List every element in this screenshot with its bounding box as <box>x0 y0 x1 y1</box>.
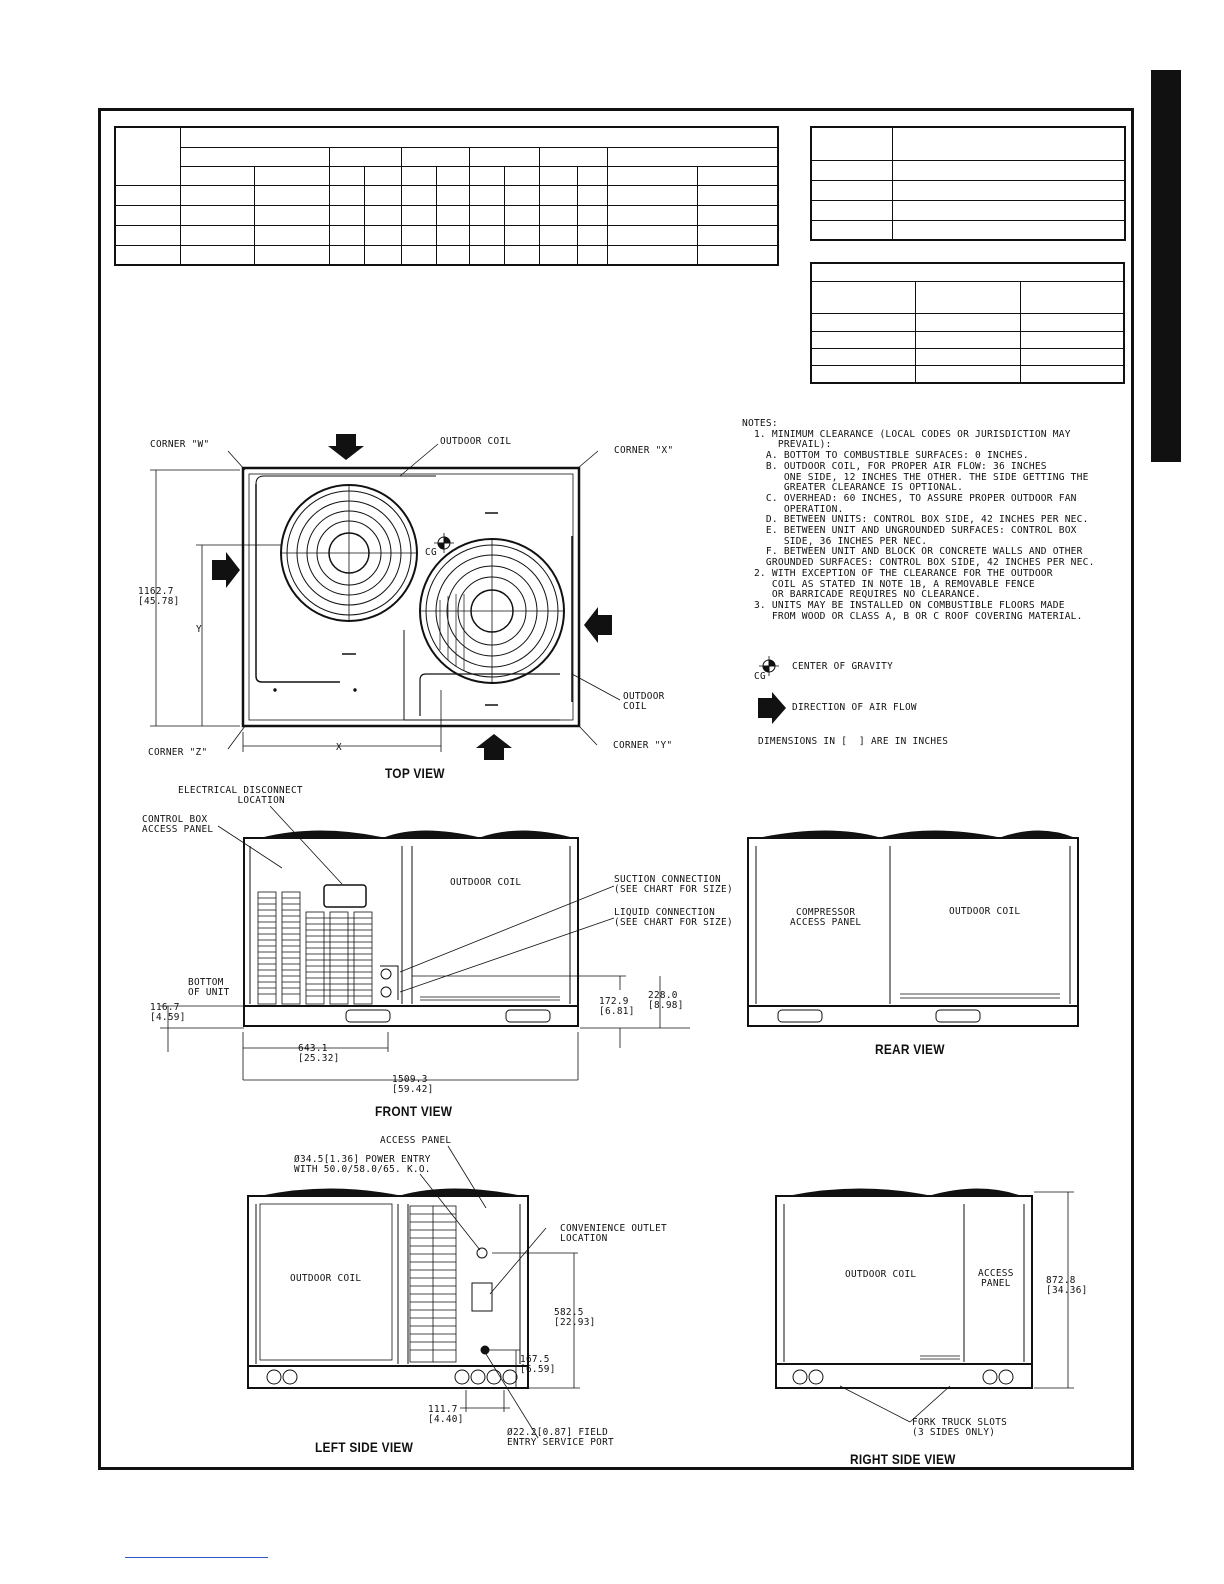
front-outdoor-coil-label: OUTDOOR COIL <box>450 877 522 888</box>
right-access-panel-label: ACCESS PANEL <box>978 1268 1014 1290</box>
front-view-title: FRONT VIEW <box>375 1103 453 1119</box>
rear-view-title: REAR VIEW <box>875 1041 945 1057</box>
dimension-111: 111.7 [4.40] <box>428 1404 464 1426</box>
dimension-643: 643.1 [25.32] <box>298 1043 340 1065</box>
cg-legend-mark: CG <box>754 671 766 682</box>
bottom-of-unit-label: BOTTOM OF UNIT <box>188 977 230 999</box>
top-view-drawing <box>150 434 620 760</box>
cg-marker-icon <box>434 533 454 553</box>
corner-w-label: CORNER "W" <box>150 439 210 450</box>
suction-connection-label: SUCTION CONNECTION (SEE CHART FOR SIZE) <box>614 874 733 896</box>
footer-link-underline <box>125 1557 268 1558</box>
rear-outdoor-coil-label: OUTDOOR COIL <box>949 906 1021 917</box>
dimension-1509: 1509.3 [59.42] <box>392 1074 434 1096</box>
x-dimension: X <box>336 742 342 753</box>
notes-line: C. OVERHEAD: 60 INCHES, TO ASSURE PROPER OUTDOOR FAN <box>742 492 1077 504</box>
notes-line: 1. MINIMUM CLEARANCE (LOCAL CODES OR JURISDICTION MAY <box>742 428 1071 440</box>
fork-truck-label: FORK TRUCK SLOTS (3 SIDES ONLY) <box>912 1417 1008 1439</box>
control-box-label: CONTROL BOX ACCESS PANEL <box>142 814 214 836</box>
notes-line: D. BETWEEN UNITS: CONTROL BOX SIDE, 42 INCHES PER NEC. <box>742 514 1089 526</box>
airflow-arrow-icon <box>476 734 512 760</box>
notes-line: A. BOTTOM TO COMBUSTIBLE SURFACES: 0 INCHES. <box>742 450 1029 462</box>
airflow-legend-label: DIRECTION OF AIR FLOW <box>792 702 917 713</box>
top-view-title: TOP VIEW <box>385 765 445 781</box>
field-entry-label: Ø22.2[0.87] FIELD ENTRY SERVICE PORT <box>507 1427 614 1449</box>
airflow-arrow-icon <box>212 552 240 588</box>
corner-x-label: CORNER "X" <box>614 445 674 456</box>
right-side-view-drawing <box>776 1189 1074 1422</box>
height-dimension: 1162.7 [45.78] <box>138 586 180 608</box>
convenience-outlet-label: CONVENIENCE OUTLET LOCATION <box>560 1223 667 1245</box>
notes-line: 2. WITH EXCEPTION OF THE CLEARANCE FOR THE OUTDOOR <box>742 567 1053 579</box>
dimension-582: 582.5 [22.93] <box>554 1307 596 1329</box>
dimension-228: 228.0 [8.98] <box>648 990 684 1012</box>
condenser-fan-2 <box>420 539 564 683</box>
outdoor-coil-right-label: OUTDOOR COIL <box>623 691 665 713</box>
liquid-connection-label: LIQUID CONNECTION (SEE CHART FOR SIZE) <box>614 907 733 929</box>
airflow-arrow-icon <box>584 607 612 643</box>
dimension-172: 172.9 [6.81] <box>599 996 635 1018</box>
notes-line: OPERATION. <box>742 503 844 515</box>
notes-line: B. OUTDOOR COIL, FOR PROPER AIR FLOW: 36 INCHES <box>742 460 1047 472</box>
dimension-872: 872.8 [34.36] <box>1046 1275 1088 1297</box>
notes-line: SIDE, 36 INCHES PER NEC. <box>742 535 928 547</box>
compressor-panel-label: COMPRESSOR ACCESS PANEL <box>790 907 862 929</box>
notes-line: 3. UNITS MAY BE INSTALLED ON COMBUSTIBLE FLOORS MADE <box>742 599 1065 611</box>
dimension-116: 116.7 [4.59] <box>150 1002 186 1024</box>
power-entry-label: Ø34.5[1.36] POWER ENTRY WITH 50.0/58.0/65. K.O. <box>294 1154 431 1176</box>
corner-y-label: CORNER "Y" <box>613 740 673 751</box>
legend-symbols <box>758 656 786 724</box>
notes-line: F. BETWEEN UNIT AND BLOCK OR CONCRETE WALLS AND OTHER <box>742 546 1083 558</box>
dimension-167: 167.5 [6.59] <box>520 1354 556 1376</box>
outdoor-coil-top-label: OUTDOOR COIL <box>440 436 512 447</box>
front-view-drawing <box>160 806 690 1080</box>
notes-line: E. BETWEEN UNIT AND UNGROUNDED SURFACES: CONTROL BOX <box>742 525 1077 537</box>
notes-line: GREATER CLEARANCE IS OPTIONAL. <box>742 482 964 494</box>
notes-line: GROUNDED SURFACES: CONTROL BOX SIDE, 42 INCHES PER NEC. <box>742 557 1095 569</box>
condenser-fan-1 <box>281 485 417 621</box>
left-side-view-drawing <box>248 1146 580 1438</box>
notes-line: FROM WOOD OR CLASS A, B OR C ROOF COVERING MATERIAL. <box>742 610 1083 622</box>
left-outdoor-coil-label: OUTDOOR COIL <box>290 1273 362 1284</box>
notes-block <box>742 419 1095 622</box>
access-panel-label: ACCESS PANEL <box>380 1135 452 1146</box>
electrical-disconnect-label: ELECTRICAL DISCONNECT LOCATION <box>178 785 303 807</box>
notes-line: OR BARRICADE REQUIRES NO CLEARANCE. <box>742 589 982 601</box>
right-outdoor-coil-label: OUTDOOR COIL <box>845 1269 917 1280</box>
notes-header: NOTES: <box>742 418 778 429</box>
notes-line: ONE SIDE, 12 INCHES THE OTHER. THE SIDE GETTING THE <box>742 471 1089 483</box>
dimensions-note: DIMENSIONS IN [ ] ARE IN INCHES <box>758 736 949 747</box>
airflow-arrow-icon <box>328 434 364 460</box>
left-side-view-title: LEFT SIDE VIEW <box>315 1439 414 1455</box>
notes-line: PREVAIL): <box>742 439 832 451</box>
notes-line: COIL AS STATED IN NOTE 1B, A REMOVABLE FENCE <box>742 578 1035 590</box>
corner-z-label: CORNER "Z" <box>148 747 208 758</box>
right-side-view-title: RIGHT SIDE VIEW <box>850 1451 956 1467</box>
airflow-legend-icon <box>758 692 786 724</box>
cg-label: CG <box>425 547 437 558</box>
y-dimension: Y <box>196 624 202 635</box>
cg-legend-label: CENTER OF GRAVITY <box>792 661 894 672</box>
